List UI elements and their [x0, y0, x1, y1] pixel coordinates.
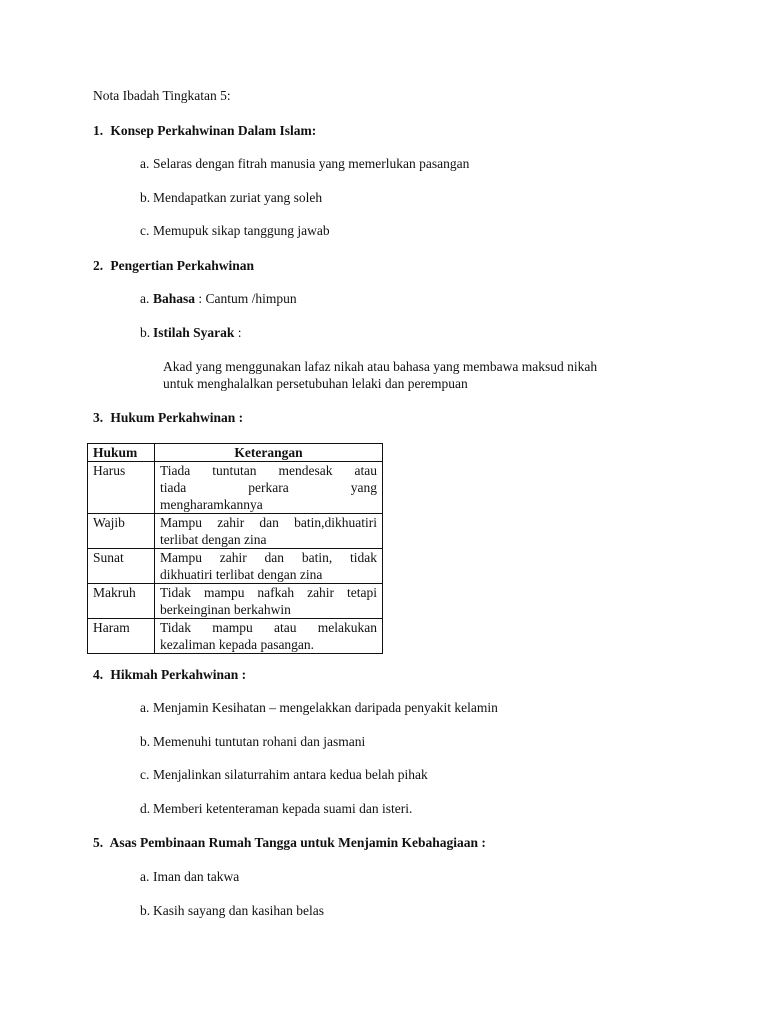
section-2-heading — [93, 257, 254, 274]
section-title: Konsep Perkahwinan Dalam Islam: — [110, 123, 317, 138]
cell-line-justified — [160, 462, 377, 479]
hukum-cell: Wajib — [88, 514, 155, 549]
keterangan-cell — [155, 549, 383, 584]
section-title: Pengertian Perkahwinan — [110, 258, 254, 273]
list-item-text: Menjalinkan silaturrahim antara kedua belah pihak — [153, 767, 428, 782]
section-number: 5. — [93, 835, 104, 850]
cell-line: Mampu zahir dan batin,dikhuatiri — [160, 515, 377, 530]
section-title: Asas Pembinaan Rumah Tangga untuk Menjamin Kebahagiaan : — [109, 835, 486, 850]
section-title: Hikmah Perkahwinan : — [110, 667, 247, 682]
list-item-text: Memberi ketenteraman kepada suami dan isteri. — [153, 801, 413, 816]
list-item — [140, 324, 242, 341]
list-marker: a. — [140, 869, 150, 884]
document-title: Nota Ibadah Tingkatan 5: — [93, 88, 231, 103]
list-marker: c. — [140, 223, 150, 238]
list-item — [140, 902, 324, 919]
cell-line: Mampu zahir dan batin, tidak — [160, 550, 377, 565]
term-label: Istilah Syarak — [153, 325, 235, 340]
term-separator: : — [195, 291, 206, 306]
section-number: 2. — [93, 258, 104, 273]
hukum-cell: Makruh — [88, 584, 155, 619]
list-item-text: Kasih sayang dan kasihan belas — [153, 903, 324, 918]
cell-line: Tidak mampu atau melakukan — [160, 620, 377, 635]
cell-line: kezaliman kepada pasangan. — [160, 637, 315, 652]
list-item — [140, 290, 297, 307]
list-item — [140, 699, 498, 716]
list-item-text: Memupuk sikap tanggung jawab — [153, 223, 330, 238]
definition-paragraph — [163, 358, 683, 392]
keterangan-cell — [155, 462, 383, 514]
hukum-table — [87, 443, 383, 654]
list-marker: a. — [140, 291, 150, 306]
cell-line: mengharamkannya — [160, 497, 263, 512]
list-marker: b. — [140, 903, 151, 918]
list-item — [140, 733, 365, 750]
cell-line: Tiada tuntutan mendesak atau — [160, 463, 377, 478]
hukum-cell: Harus — [88, 462, 155, 514]
list-marker: b. — [140, 190, 151, 205]
keterangan-cell — [155, 584, 383, 619]
section-4-heading — [93, 666, 246, 683]
section-title: Hukum Perkahwinan : — [110, 410, 244, 425]
list-marker: b. — [140, 734, 151, 749]
list-item — [140, 189, 322, 206]
table-header-keterangan: Keterangan — [155, 444, 383, 462]
list-item — [140, 868, 239, 885]
list-item — [140, 155, 469, 172]
list-item — [140, 800, 412, 817]
cell-line: Tidak mampu nafkah zahir tetapi — [160, 585, 377, 600]
cell-line: tiada perkara yang — [160, 480, 377, 495]
table-row — [88, 549, 383, 584]
section-3-heading — [93, 409, 243, 426]
section-5-heading — [93, 834, 486, 851]
hukum-cell: Sunat — [88, 549, 155, 584]
table-row — [88, 462, 383, 514]
list-marker: d. — [140, 801, 151, 816]
section-number: 1. — [93, 123, 104, 138]
paragraph-line: untuk menghalalkan persetubuhan lelaki dan perempuan — [163, 376, 468, 391]
list-item-text: Cantum /himpun — [205, 291, 297, 306]
list-item-text: Iman dan takwa — [153, 869, 240, 884]
section-1-heading — [93, 122, 316, 139]
section-number: 3. — [93, 410, 104, 425]
list-marker: c. — [140, 767, 150, 782]
hukum-cell: Haram — [88, 619, 155, 654]
list-marker: a. — [140, 700, 150, 715]
list-item — [140, 766, 428, 783]
cell-line: dikhuatiri terlibat dengan zina — [160, 567, 323, 582]
cell-line: berkeinginan berkahwin — [160, 602, 291, 617]
keterangan-cell — [155, 514, 383, 549]
list-item-text: Selaras dengan fitrah manusia yang memerlukan pasangan — [153, 156, 470, 171]
cell-line: terlibat dengan zina — [160, 532, 267, 547]
list-item — [140, 222, 330, 239]
list-marker: a. — [140, 156, 150, 171]
paragraph-line: Akad yang menggunakan lafaz nikah atau bahasa yang membawa maksud nikah — [163, 359, 598, 374]
cell-line-justified — [160, 479, 377, 496]
term-label: Bahasa — [153, 291, 196, 306]
table-header-hukum: Hukum — [88, 444, 155, 462]
table-row — [88, 584, 383, 619]
table-header-row — [88, 444, 383, 462]
section-number: 4. — [93, 667, 104, 682]
list-marker: b. — [140, 325, 151, 340]
list-item-text: Menjamin Kesihatan – mengelakkan daripada penyakit kelamin — [153, 700, 498, 715]
term-separator: : — [234, 325, 242, 340]
table-row — [88, 514, 383, 549]
list-item-text: Mendapatkan zuriat yang soleh — [153, 190, 323, 205]
table-row — [88, 619, 383, 654]
list-item-text: Memenuhi tuntutan rohani dan jasmani — [153, 734, 366, 749]
keterangan-cell — [155, 619, 383, 654]
